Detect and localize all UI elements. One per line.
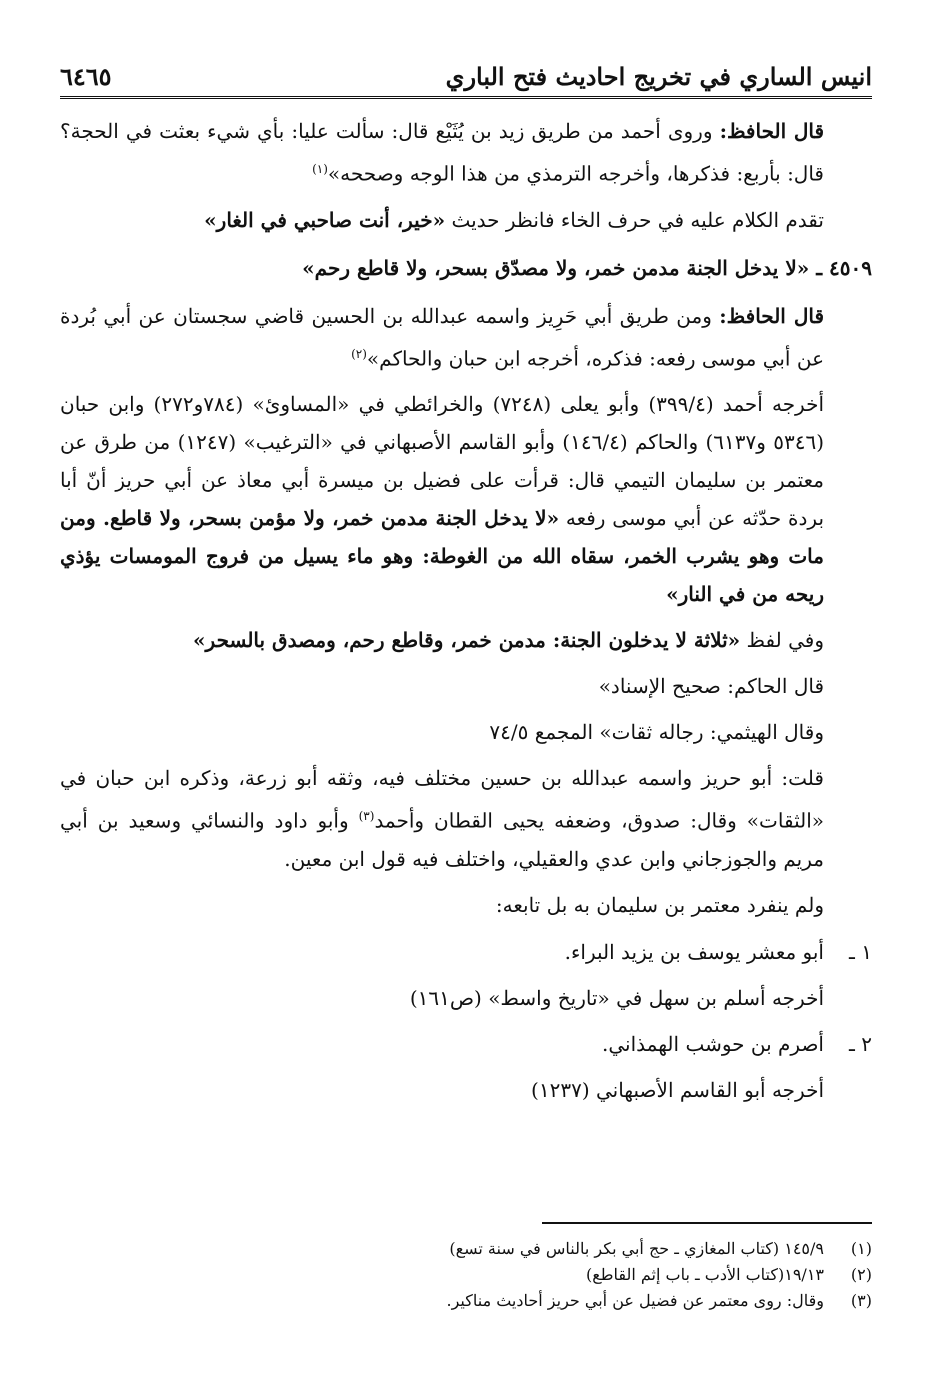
paragraph-8 [60,759,872,878]
paragraph-1-label: قال الحافظ: [719,119,825,143]
paragraph-9-text: ولم ينفرد معتمر بن سليمان به بل تابعه: [495,892,824,917]
paragraph-8-text-a: قلت: أبو حريز واسمه عبدالله بن حسين مختلف فيه، وثقه أبو زرعة، وذكره ابن حبان في «الثقات» وقال: صدوق، وضعفه يحيى القطان وأحمد [60,766,824,833]
page-header [60,56,872,99]
paragraph-2-text: تقدم الكلام عليه في حرف الخاء فانظر حديث [451,207,824,232]
list-item [60,1024,872,1064]
paragraph-5 [60,621,872,659]
footnote-text: وقال: روى معتمر عن فضيل عن أبي حريز أحاديث مناكير. [446,1291,824,1310]
footnote-number: (٣) [850,1291,872,1310]
paragraph-3 [60,297,872,378]
paragraph-1-text: وروى أحمد من طريق زيد بن يُثَيْع قال: سألت عليا: بأي شيء بعثت في الحجة؟ قال: بأربع: فذكرها، وأخرجه الترمذي من هذا الوجه وصححه» [60,119,824,186]
list-item-number: ٢ ـ [849,1031,872,1056]
hadith-heading [60,247,872,289]
footnote-number: (١) [850,1239,872,1258]
paragraph-2-quote: «خير، أنت صاحبي في الغار» [204,207,446,232]
footnote-text: ١٤٥/٩ (كتاب المغازي ـ حج أبي بكر بالناس في سنة تسع) [449,1239,824,1258]
hadith-number: ٤٥٠٩ ـ [816,255,872,280]
list-item-text: أصرم بن حوشب الهمذاني. [602,1031,824,1056]
paragraph-2 [60,201,872,239]
paragraph-7-text: وقال الهيثمي: رجاله ثقات» المجمع ٧٤/٥ [489,720,824,745]
footnote-ref-1: (١) [312,162,328,176]
paragraph-8-text-b: وأبو داود والنسائي وسعيد بن أبي مريم والجوزجاني وابن عدي والعقيلي، واختلف فيه قول ابن معين. [60,808,824,871]
footnote [92,1236,872,1262]
paragraph-6 [60,667,872,705]
footnote [92,1262,872,1288]
footnotes [92,1236,872,1314]
paragraph-3-label: قال الحافظ: [719,303,825,328]
footnote-ref-3: (٣) [358,809,375,824]
book-title: انيس الساري في تخريج احاديث فتح الباري [445,61,872,91]
paragraph-3-text: ومن طريق أبي حَرِيز واسمه عبدالله بن الحسين قاضي سجستان عن أبي بُردة عن أبي موسى رفعه: فذكره، أخرجه ابن حبان والحاكم» [60,303,824,371]
page-body [60,112,872,1116]
paragraph-5-quote: «ثلاثة لا يدخلون الجنة: مدمن خمر، وقاطع رحم، ومصدق بالسحر» [193,628,741,653]
paragraph-9 [60,886,872,924]
list-item-source: أخرجه أسلم بن سهل في «تاريخ واسط» (ص١٦١) [409,985,824,1010]
paragraph-4-text: أخرجه أحمد (٣٩٩/٤) وأبو يعلى (٧٢٤٨) والخرائطي في «المساوئ» (٧٨٤و٢٧٢) وابن حبان (٥٣٤٦ و٦١٣٧) والحاكم (١٤٦/٤) وأبو القاسم الأصبهاني في «الترغيب» (١٢٤٧) من طرق عن معتمر بن سليمان التيمي قال: قرأت على فضيل بن ميسرة أبي معاذ عن أبي حريز أنّ أبا بردة حدّثه عن أبي موسى رفعه [60,392,825,531]
footnote-text: ١٩/١٣(كتاب الأدب ـ باب إثم القاطع) [586,1265,824,1284]
paragraph-6-text: قال الحاكم: صحيح الإسناد» [598,674,824,699]
list-item-text: أبو معشر يوسف بن يزيد البراء. [564,939,824,964]
paragraph-7 [60,713,872,751]
list-item-number: ١ ـ [849,939,872,964]
page-number: ٦٤٦٥ [60,61,112,91]
footnote [92,1288,872,1314]
paragraph-4 [60,385,872,613]
paragraph-4-quote: «لا يدخل الجنة مدمن خمر، ولا مؤمن بسحر، ولا قاطع. ومن مات وهو يشرب الخمر، سقاه الله من الغوطة: وهو ماء يسيل من فروج المومسات يؤذي ريحه من في النار» [60,506,824,607]
list-item-source: أخرجه أبو القاسم الأصبهاني (١٢٣٧) [531,1077,824,1102]
hadith-text: «لا يدخل الجنة مدمن خمر، ولا مصدّق بسحر، ولا قاطع رحم» [302,255,810,280]
footnote-number: (٢) [850,1265,872,1284]
paragraph-5-text: وفي لفظ [746,628,824,653]
footnote-ref-2: (٢) [351,346,367,361]
footnote-divider [542,1222,872,1224]
list-item [60,932,872,972]
paragraph-1 [60,112,872,193]
